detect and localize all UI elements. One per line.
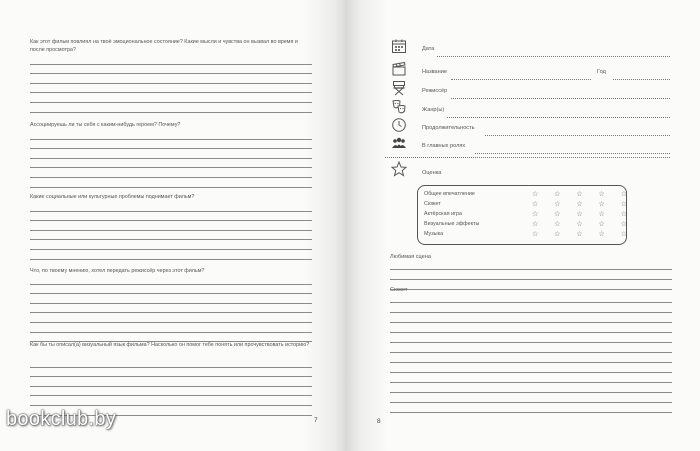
rating-row-label: Сюжет — [424, 201, 441, 207]
page-number-right: 8 — [377, 418, 381, 425]
clock-icon — [391, 117, 407, 133]
title-label: Название — [422, 69, 447, 75]
rating-label: Оценка — [422, 170, 442, 176]
director-field — [385, 85, 670, 99]
genre-field — [385, 104, 670, 118]
cast-line-2 — [385, 157, 670, 158]
answer-lines-4 — [30, 275, 312, 342]
duration-line — [485, 135, 670, 136]
director-chair-icon — [391, 80, 407, 96]
rating-box — [417, 185, 627, 245]
cast-label: В главных ролях — [422, 143, 466, 149]
duration-label: Продолжительность — [422, 125, 475, 131]
plot-lines — [390, 293, 672, 413]
rating-stars[interactable]: ☆ ☆ ☆ ☆ ☆ — [532, 191, 627, 198]
genre-line — [447, 117, 670, 118]
people-icon — [391, 135, 407, 151]
title-line — [451, 79, 591, 80]
star-icon — [391, 161, 407, 177]
rating-row — [424, 191, 627, 200]
rating-row — [424, 221, 627, 230]
answer-lines-3 — [30, 202, 312, 260]
question-2: Ассоциируешь ли ты себя с каким-нибудь героем? Почему? — [30, 122, 181, 128]
question-1: Как этот фильм повлиял на твоё эмоциональное состояние? Какие мысли и чувства он вызвал во время и после просмотра? — [30, 39, 298, 53]
rating-stars[interactable]: ☆ ☆ ☆ ☆ ☆ — [532, 201, 627, 208]
clapperboard-icon — [391, 61, 407, 77]
director-label: Режиссёр — [422, 88, 448, 94]
year-label: Год — [597, 69, 606, 75]
date-line — [437, 56, 670, 57]
rating-row-label: Актёрская игра — [424, 211, 463, 217]
rating-stars[interactable]: ☆ ☆ ☆ ☆ ☆ — [532, 231, 627, 238]
duration-field — [385, 122, 670, 136]
rating-row — [424, 201, 627, 210]
calendar-icon — [391, 38, 407, 54]
cast-field — [385, 140, 670, 154]
rating-stars[interactable]: ☆ ☆ ☆ ☆ ☆ — [532, 221, 627, 228]
question-3: Какие социальные или культурные проблемы поднимает фильм? — [30, 194, 195, 200]
plot-label: Сюжет — [390, 287, 408, 293]
rating-stars[interactable]: ☆ ☆ ☆ ☆ ☆ — [532, 211, 627, 218]
theater-masks-icon — [391, 99, 407, 115]
rating-row — [424, 231, 627, 240]
favorite-scene-lines — [390, 260, 672, 290]
date-field — [385, 43, 670, 57]
question-5: Как бы ты описал(а) визуальный язык фильма? Насколько он помог тебе понять или прочувствовать историю? — [30, 342, 310, 348]
genre-label: Жанр(ы) — [422, 107, 445, 113]
answer-lines-1 — [30, 55, 312, 113]
rating-field — [385, 170, 670, 184]
page-number-left: 7 — [314, 417, 318, 424]
cast-line-1 — [475, 153, 670, 154]
director-line — [451, 98, 670, 99]
answer-lines-5 — [30, 358, 312, 416]
answer-lines-2 — [30, 130, 312, 188]
rating-row — [424, 211, 627, 220]
favorite-scene-label: Любимая сцена — [390, 254, 431, 260]
rating-row-label: Музыка — [424, 231, 444, 237]
date-label: Дата — [422, 46, 435, 52]
title-field — [385, 66, 670, 80]
year-line — [613, 79, 670, 80]
rating-row-label: Общее впечатление — [424, 191, 475, 197]
watermark: bookclub.by — [6, 408, 117, 430]
question-4: Что, по твоему мнению, хотел передать режиссёр через этот фильм? — [30, 268, 205, 274]
rating-row-label: Визуальные эффекты — [424, 221, 480, 227]
